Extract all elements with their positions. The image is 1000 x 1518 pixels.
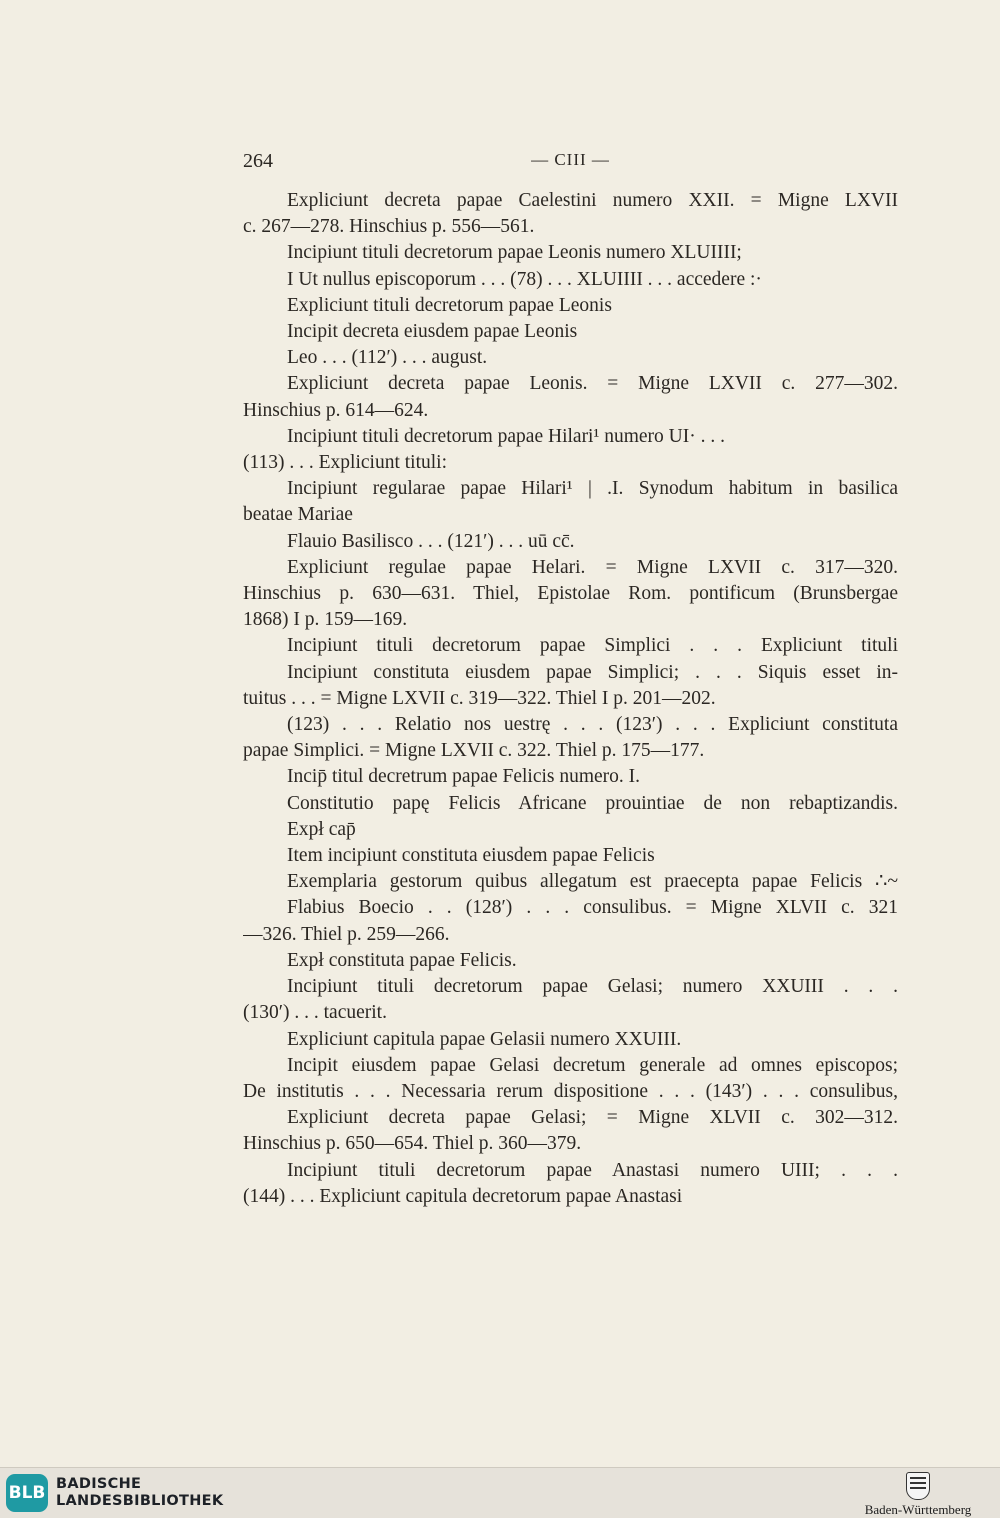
- text-line: Flauio Basilisco . . . (121′) . . . uū cc̄.: [287, 530, 575, 552]
- page-number: 264: [243, 150, 273, 172]
- text-line: Incip̄ titul decretrum papae Felicis numero. I.: [287, 766, 641, 788]
- text-line: Expliciunt decreta papae Caelestini numero XXII. = Migne LXVII: [287, 190, 898, 211]
- text-line: papae Simplici. = Migne LXVII c. 322. Thiel p. 175—177.: [243, 740, 705, 762]
- body-text: [243, 188, 898, 1210]
- page-header: [243, 146, 898, 176]
- text-line: Leo . . . (112′) . . . august.: [287, 347, 488, 369]
- text-line: Exemplaria gestorum quibus allegatum est praecepta papae Felicis ∴~: [287, 871, 898, 893]
- text-line: tuitus . . . = Migne LXVII c. 319—322. Thiel I p. 201—202.: [243, 687, 716, 709]
- text-line: —326. Thiel p. 259—266.: [243, 923, 450, 945]
- text-line: Incipiunt tituli decretorum papae Simplici . . . Expliciunt tituli: [287, 635, 898, 657]
- sponsor-logo[interactable]: [848, 1472, 988, 1518]
- text-line: Hinschius p. 650—654. Thiel p. 360—379.: [243, 1133, 582, 1155]
- text-line: De institutis . . . Necessaria rerum dispositione . . . (143′) . . . consulibus,: [243, 1080, 898, 1102]
- text-line: Hinschius p. 630—631. Thiel, Epistolae Rom. pontificum (Brunsbergae: [243, 583, 898, 605]
- text-line: Expł cap̄: [287, 818, 356, 840]
- library-name-line1: BADISCHE: [56, 1476, 142, 1492]
- text-line: Expliciunt decreta papae Gelasi; = Migne XLVII c. 302—312.: [287, 1107, 898, 1129]
- text-line: Incipiunt tituli decretorum papae Hilari¹ numero UI· . . .: [287, 425, 725, 447]
- text-line: (113) . . . Expliciunt tituli:: [243, 452, 448, 474]
- text-line: Expł constituta papae Felicis.: [287, 949, 517, 971]
- blb-logo[interactable]: BLB: [6, 1474, 48, 1512]
- text-line: Expliciunt capitula papae Gelasii numero XXUIII.: [287, 1028, 682, 1050]
- text-line: 1868) I p. 159—169.: [243, 609, 408, 631]
- running-head: — CIII —: [531, 150, 610, 169]
- text-line: Incipiunt regularae papae Hilari¹ | .I. Synodum habitum in basilica: [287, 478, 898, 500]
- text-line: c. 267—278. Hinschius p. 556—561.: [243, 216, 535, 238]
- library-name-line2: LANDESBIBLIOTHEK: [56, 1493, 224, 1509]
- text-line: Item incipiunt constituta eiusdem papae Felicis: [287, 845, 655, 867]
- text-line: Expliciunt tituli decretorum papae Leonis: [287, 294, 612, 316]
- library-name[interactable]: [56, 1476, 223, 1510]
- text-line: I Ut nullus episcoporum . . . (78) . . . XLUIIII . . . accedere :·: [287, 268, 762, 290]
- text-line: Incipiunt tituli decretorum papae Gelasi; numero XXUIII . . .: [287, 976, 898, 998]
- text-line: (144) . . . Expliciunt capitula decretorum papae Anastasi: [243, 1185, 683, 1207]
- text-line: (130′) . . . tacuerit.: [243, 1002, 387, 1024]
- text-line: Expliciunt decreta papae Leonis. = Migne LXVII c. 277—302.: [287, 373, 898, 395]
- text-line: Expliciunt regulae papae Helari. = Migne LXVII c. 317—320.: [287, 556, 898, 578]
- text-line: Flabius Boecio . . (128′) . . . consulibus. = Migne XLVII c. 321: [287, 897, 898, 919]
- text-line: Incipit eiusdem papae Gelasi decretum generale ad omnes episcopos;: [287, 1054, 898, 1076]
- text-line: Incipiunt tituli decretorum papae Leonis numero XLUIIII;: [287, 242, 742, 264]
- sponsor-text: Baden-Württemberg: [864, 1502, 972, 1517]
- text-line: Incipit decreta eiusdem papae Leonis: [287, 321, 578, 343]
- viewer-footer: [0, 1467, 1000, 1518]
- coat-of-arms-icon: [906, 1472, 930, 1500]
- text-line: beatae Mariae: [243, 504, 353, 526]
- text-line: Incipiunt constituta eiusdem papae Simplici; . . . Siquis esset in-: [287, 661, 898, 683]
- text-line: Constitutio papę Felicis Africane prouintiae de non rebaptizandis.: [287, 792, 898, 814]
- text-line: Hinschius p. 614—624.: [243, 399, 429, 421]
- text-line: Incipiunt tituli decretorum papae Anastasi numero UIII; . . .: [287, 1159, 898, 1181]
- text-line: (123) . . . Relatio nos uestrę . . . (123′) . . . Expliciunt constituta: [287, 714, 898, 736]
